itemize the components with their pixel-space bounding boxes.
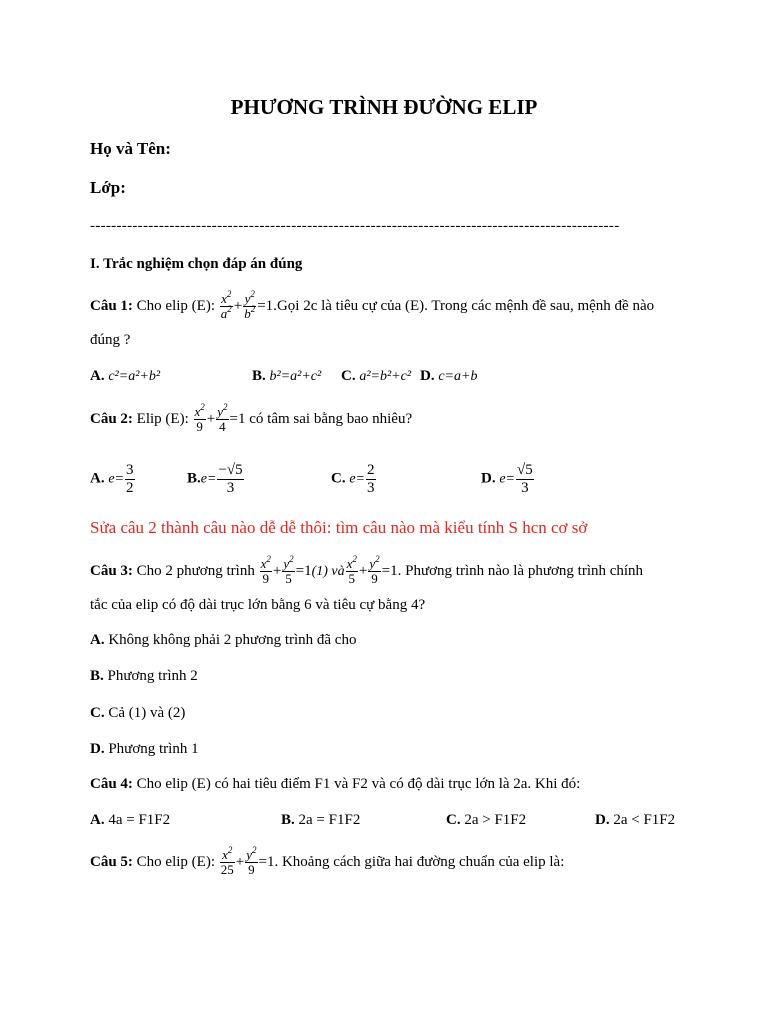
q3-option-d: D. Phương trình 1 <box>90 741 199 757</box>
q5-prefix: Cho elip (E): <box>136 854 215 871</box>
question-2: Câu 2: Elip (E): $\frac{x^2}{9}$ + $\frac{y^2}{4}$ =1 có tâm sai bằng bao nhiêu? <box>90 402 413 435</box>
question-5: Câu 5: Cho elip (E): $\frac{x^2}{25}$ + $\frac{y^2}{9}$ =1. Khoảng cách giữa hai đường chuẩn của elip là: <box>90 845 565 878</box>
q2-option-c: C. e= $\frac{2}{3}$ <box>331 462 375 496</box>
q2-frac-y: $\frac{y^2}{4}$ <box>217 402 228 435</box>
page-title: PHƯƠNG TRÌNH ĐƯỜNG ELIP <box>230 95 538 119</box>
q1-option-c: C. a²=b²+c² <box>341 368 412 384</box>
q1-option-d: D. c=a+b <box>420 368 478 384</box>
q5-text: =1. Khoảng cách giữa hai đường chuẩn của elip là: <box>258 854 565 871</box>
q2-option-a: A. e= $\frac{3}{2}$ <box>90 462 134 496</box>
q4-label: Câu 4: <box>90 776 133 792</box>
section-title: I. Trắc nghiệm chọn đáp án đúng <box>90 256 303 272</box>
q1-label: Câu 1: <box>90 298 133 315</box>
q3-label: Câu 3: <box>90 563 133 580</box>
question-4 <box>90 776 580 793</box>
q3-option-b: B. Phương trình 2 <box>90 668 198 684</box>
q2-frac-x: $\frac{x^2}{9}$ <box>194 402 205 435</box>
q3-prefix: Cho 2 phương trình <box>136 563 255 580</box>
q2-option-b: B.e= $\frac{-√5}{3}$ <box>187 462 243 496</box>
q1-option-b: B. b²=a²+c² <box>252 368 322 384</box>
q4-option-d: D. 2a < F1F2 <box>595 812 676 828</box>
question-3: Câu 3: Cho 2 phương trình $\frac{x^2}{9}$ + $\frac{y^2}{5}$ =1(1) và $\frac{x^2}{5}$ + $\frac{y^2}{9}$ =1. Phương trình nào là phương trình chính <box>90 554 644 587</box>
editor-note: Sửa câu 2 thành câu nào dễ dễ thôi: tìm câu nào mà kiểu tính S hcn cơ sở <box>90 518 588 537</box>
q3-text2: tắc của elip có độ dài trục lớn bằng 6 và tiêu cự bằng 4? <box>90 597 426 613</box>
q1-frac-x: $\frac{x^2}{a^2}$ <box>220 289 232 322</box>
divider: ---------------------------------------------------------------------------------------------------- <box>90 218 620 234</box>
q3-mid: (1) và <box>311 564 345 580</box>
q4-option-a: A. 4a = F1F2 <box>90 812 171 828</box>
q1-text2: đúng ? <box>90 332 131 348</box>
q2-prefix: Elip (E): <box>136 411 189 428</box>
q2-label: Câu 2: <box>90 411 133 428</box>
name-label: Họ và Tên: <box>90 139 171 158</box>
q1-text: Gọi 2c là tiêu cự của (E). Trong các mệnh đề sau, mệnh đề nào <box>276 298 655 315</box>
q4-option-c: C. 2a > F1F2 <box>446 812 527 828</box>
q1-option-a: A. c²=a²+b² <box>90 368 161 384</box>
q1-eq-rhs: =1. <box>257 298 277 315</box>
q4-option-b: B. 2a = F1F2 <box>281 812 361 828</box>
class-label: Lớp: <box>90 178 126 197</box>
q3-text: . Phương trình nào là phương trình chính <box>397 563 644 580</box>
q2-text: có tâm sai bằng bao nhiêu? <box>249 411 413 428</box>
q4-text: Cho elip (E) có hai tiêu điểm F1 và F2 và có độ dài trục lớn là 2a. Khi đó: <box>136 776 581 792</box>
q3-option-c: C. Cả (1) và (2) <box>90 705 186 721</box>
question-1: Câu 1: Cho elip (E): $\frac{x^2}{a^2}$ + $\frac{y^2}{b^2}$ =1.Gọi 2c là tiêu cự của (E). Trong các mệnh đề sau, mệnh đề nào <box>90 289 655 322</box>
q5-label: Câu 5: <box>90 854 133 871</box>
q2-option-d: D. e= $\frac{√5}{3}$ <box>481 462 533 496</box>
q1-prefix: Cho elip (E): <box>136 298 215 315</box>
q1-frac-y: $\frac{y^2}{b^2}$ <box>244 289 256 322</box>
q3-option-a: A. Không không phải 2 phương trình đã cho <box>90 632 357 648</box>
